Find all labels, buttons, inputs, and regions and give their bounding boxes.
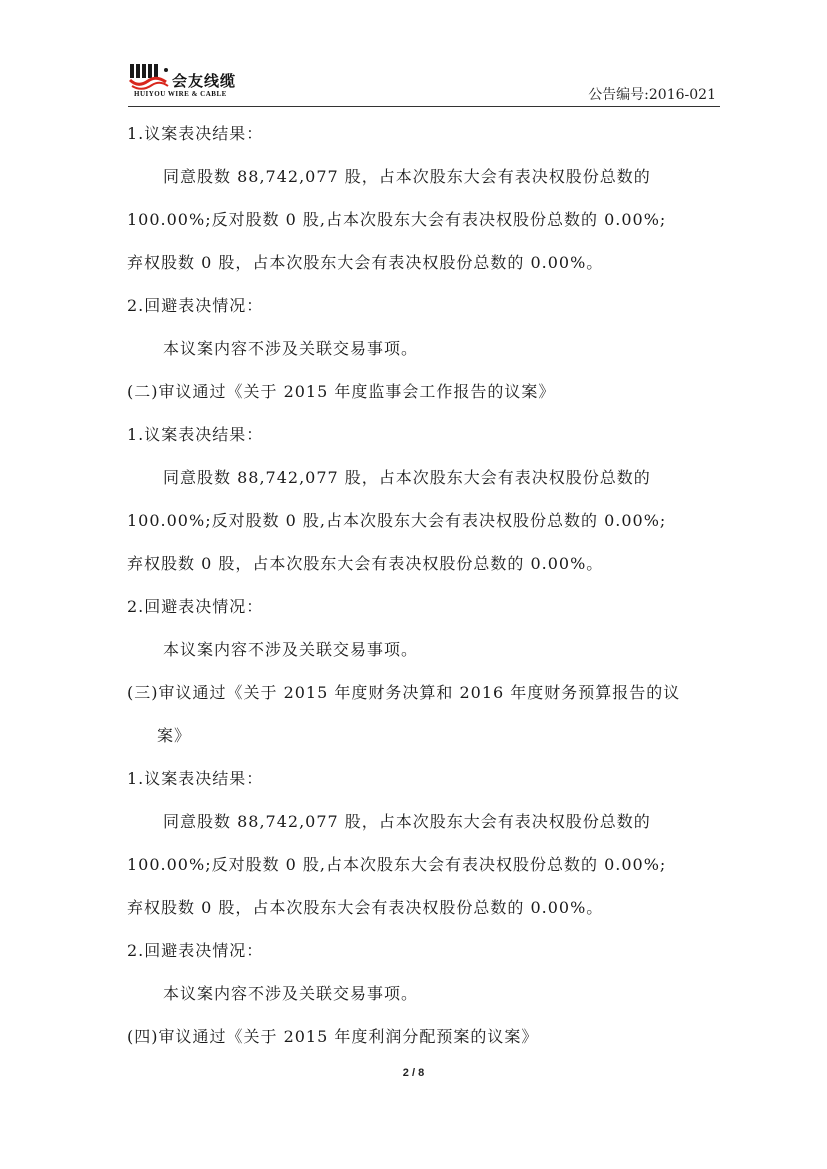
text-line: 100.00%;反对股数 0 股,占本次股东大会有表决权股份总数的 0.00%; xyxy=(127,855,667,874)
text-line: (四)审议通过《关于 2015 年度利润分配预案的议案》 xyxy=(127,1027,539,1046)
logo-mark-icon xyxy=(128,62,172,92)
text-line: (三)审议通过《关于 2015 年度财务决算和 2016 年度财务预算报告的议 xyxy=(127,683,681,702)
text-line: (二)审议通过《关于 2015 年度监事会工作报告的议案》 xyxy=(127,382,556,401)
logo-english-name: HUIYOU WIRE & CABLE xyxy=(134,90,227,98)
company-logo xyxy=(128,62,288,104)
text-line: 100.00%;反对股数 0 股,占本次股东大会有表决权股份总数的 0.00%; xyxy=(127,210,667,229)
page-indicator: 2 / 8 xyxy=(402,1067,425,1079)
announcement-number: 公告编号:2016-021 xyxy=(588,87,716,103)
text-line: 弃权股数 0 股，占本次股东大会有表决权股份总数的 0.00%。 xyxy=(127,554,604,573)
text-line: 本议案内容不涉及关联交易事项。 xyxy=(163,640,419,659)
text-line: 1.议案表决结果： xyxy=(127,769,264,788)
text-line: 案》 xyxy=(157,726,192,745)
text-line: 同意股数 88,742,077 股，占本次股东大会有表决权股份总数的 xyxy=(163,167,651,186)
text-line: 弃权股数 0 股，占本次股东大会有表决权股份总数的 0.00%。 xyxy=(127,898,604,917)
text-line: 本议案内容不涉及关联交易事项。 xyxy=(163,339,419,358)
page-header xyxy=(128,62,720,108)
text-line: 100.00%;反对股数 0 股,占本次股东大会有表决权股份总数的 0.00%; xyxy=(127,511,667,530)
text-line: 同意股数 88,742,077 股，占本次股东大会有表决权股份总数的 xyxy=(163,468,651,487)
text-line: 本议案内容不涉及关联交易事项。 xyxy=(163,984,419,1003)
text-line: 1.议案表决结果： xyxy=(127,425,264,444)
text-line: 弃权股数 0 股，占本次股东大会有表决权股份总数的 0.00%。 xyxy=(127,253,604,272)
text-line: 2.回避表决情况： xyxy=(127,296,264,315)
text-line: 2.回避表决情况： xyxy=(127,941,264,960)
text-line: 1.议案表决结果： xyxy=(127,124,264,143)
header-divider xyxy=(128,106,720,107)
logo-chinese-name: 会友线缆 xyxy=(172,72,237,90)
text-line: 2.回避表决情况： xyxy=(127,597,264,616)
text-line: 同意股数 88,742,077 股，占本次股东大会有表决权股份总数的 xyxy=(163,812,651,831)
document-body xyxy=(127,112,727,1058)
